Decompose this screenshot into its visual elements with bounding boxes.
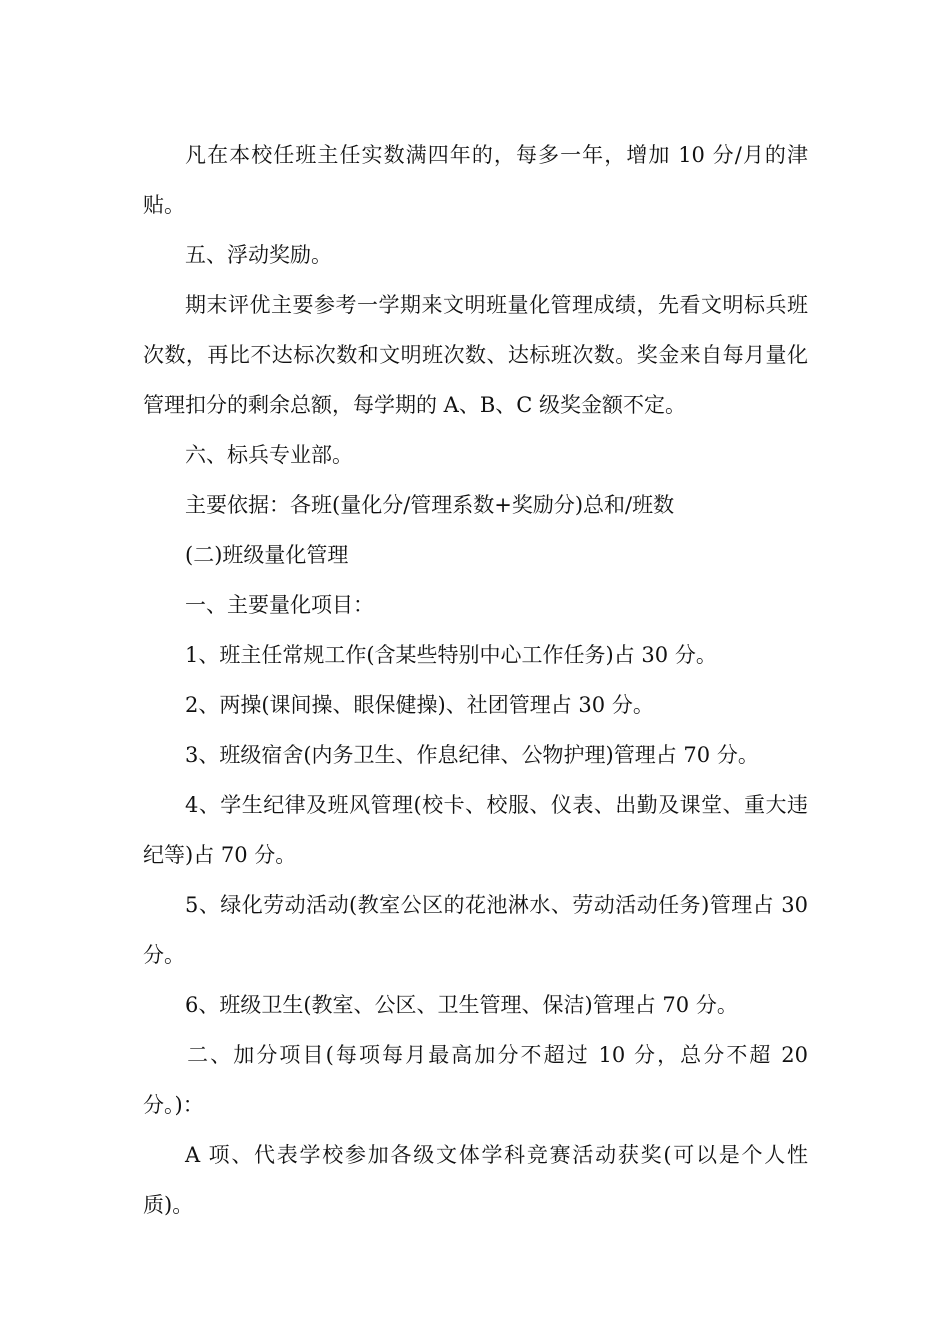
heading-bonus-items: 二、加分项目(每项每月最高加分不超过 10 分，总分不超 20 分。)： [143,1043,808,1117]
heading-floating-reward: 五、浮动奖励。 [185,243,332,267]
bonus-item-a: A 项、代表学校参加各级文体学科竞赛活动获奖(可以是个人性质)。 [143,1143,808,1217]
paragraph-term-evaluation: 期末评优主要参考一学期来文明班量化管理成绩，先看文明标兵班次数，再比不达标次数和文明班次数、达标班次数。奖金来自每月量化管理扣分的剩余总额，每学期的 A、B、C 级奖金额不定。 [143,293,808,417]
heading-model-department: 六、标兵专业部。 [185,443,353,467]
heading-class-quantification: (二)班级量化管理 [185,543,349,567]
list-item-1: 1、班主任常规工作(含某些特别中心工作任务)占 30 分。 [185,643,717,667]
list-item-5: 5、绿化劳动活动(教室公区的花池淋水、劳动活动任务)管理占 30 分。 [143,893,808,967]
heading-main-items: 一、主要量化项目： [185,593,374,617]
document-body [143,130,808,1230]
list-item-4: 4、学生纪律及班风管理(校卡、校服、仪表、出勤及课堂、重大违纪等)占 70 分。 [143,793,808,867]
list-item-2: 2、两操(课间操、眼保健操)、社团管理占 30 分。 [185,693,654,717]
paragraph-main-basis: 主要依据：各班(量化分/管理系数+奖励分)总和/班数 [185,493,675,517]
list-item-6: 6、班级卫生(教室、公区、卫生管理、保洁)管理占 70 分。 [185,993,738,1017]
list-item-3: 3、班级宿舍(内务卫生、作息纪律、公物护理)管理占 70 分。 [185,743,759,767]
paragraph-allowance: 凡在本校任班主任实数满四年的，每多一年，增加 10 分/月的津贴。 [143,143,808,217]
